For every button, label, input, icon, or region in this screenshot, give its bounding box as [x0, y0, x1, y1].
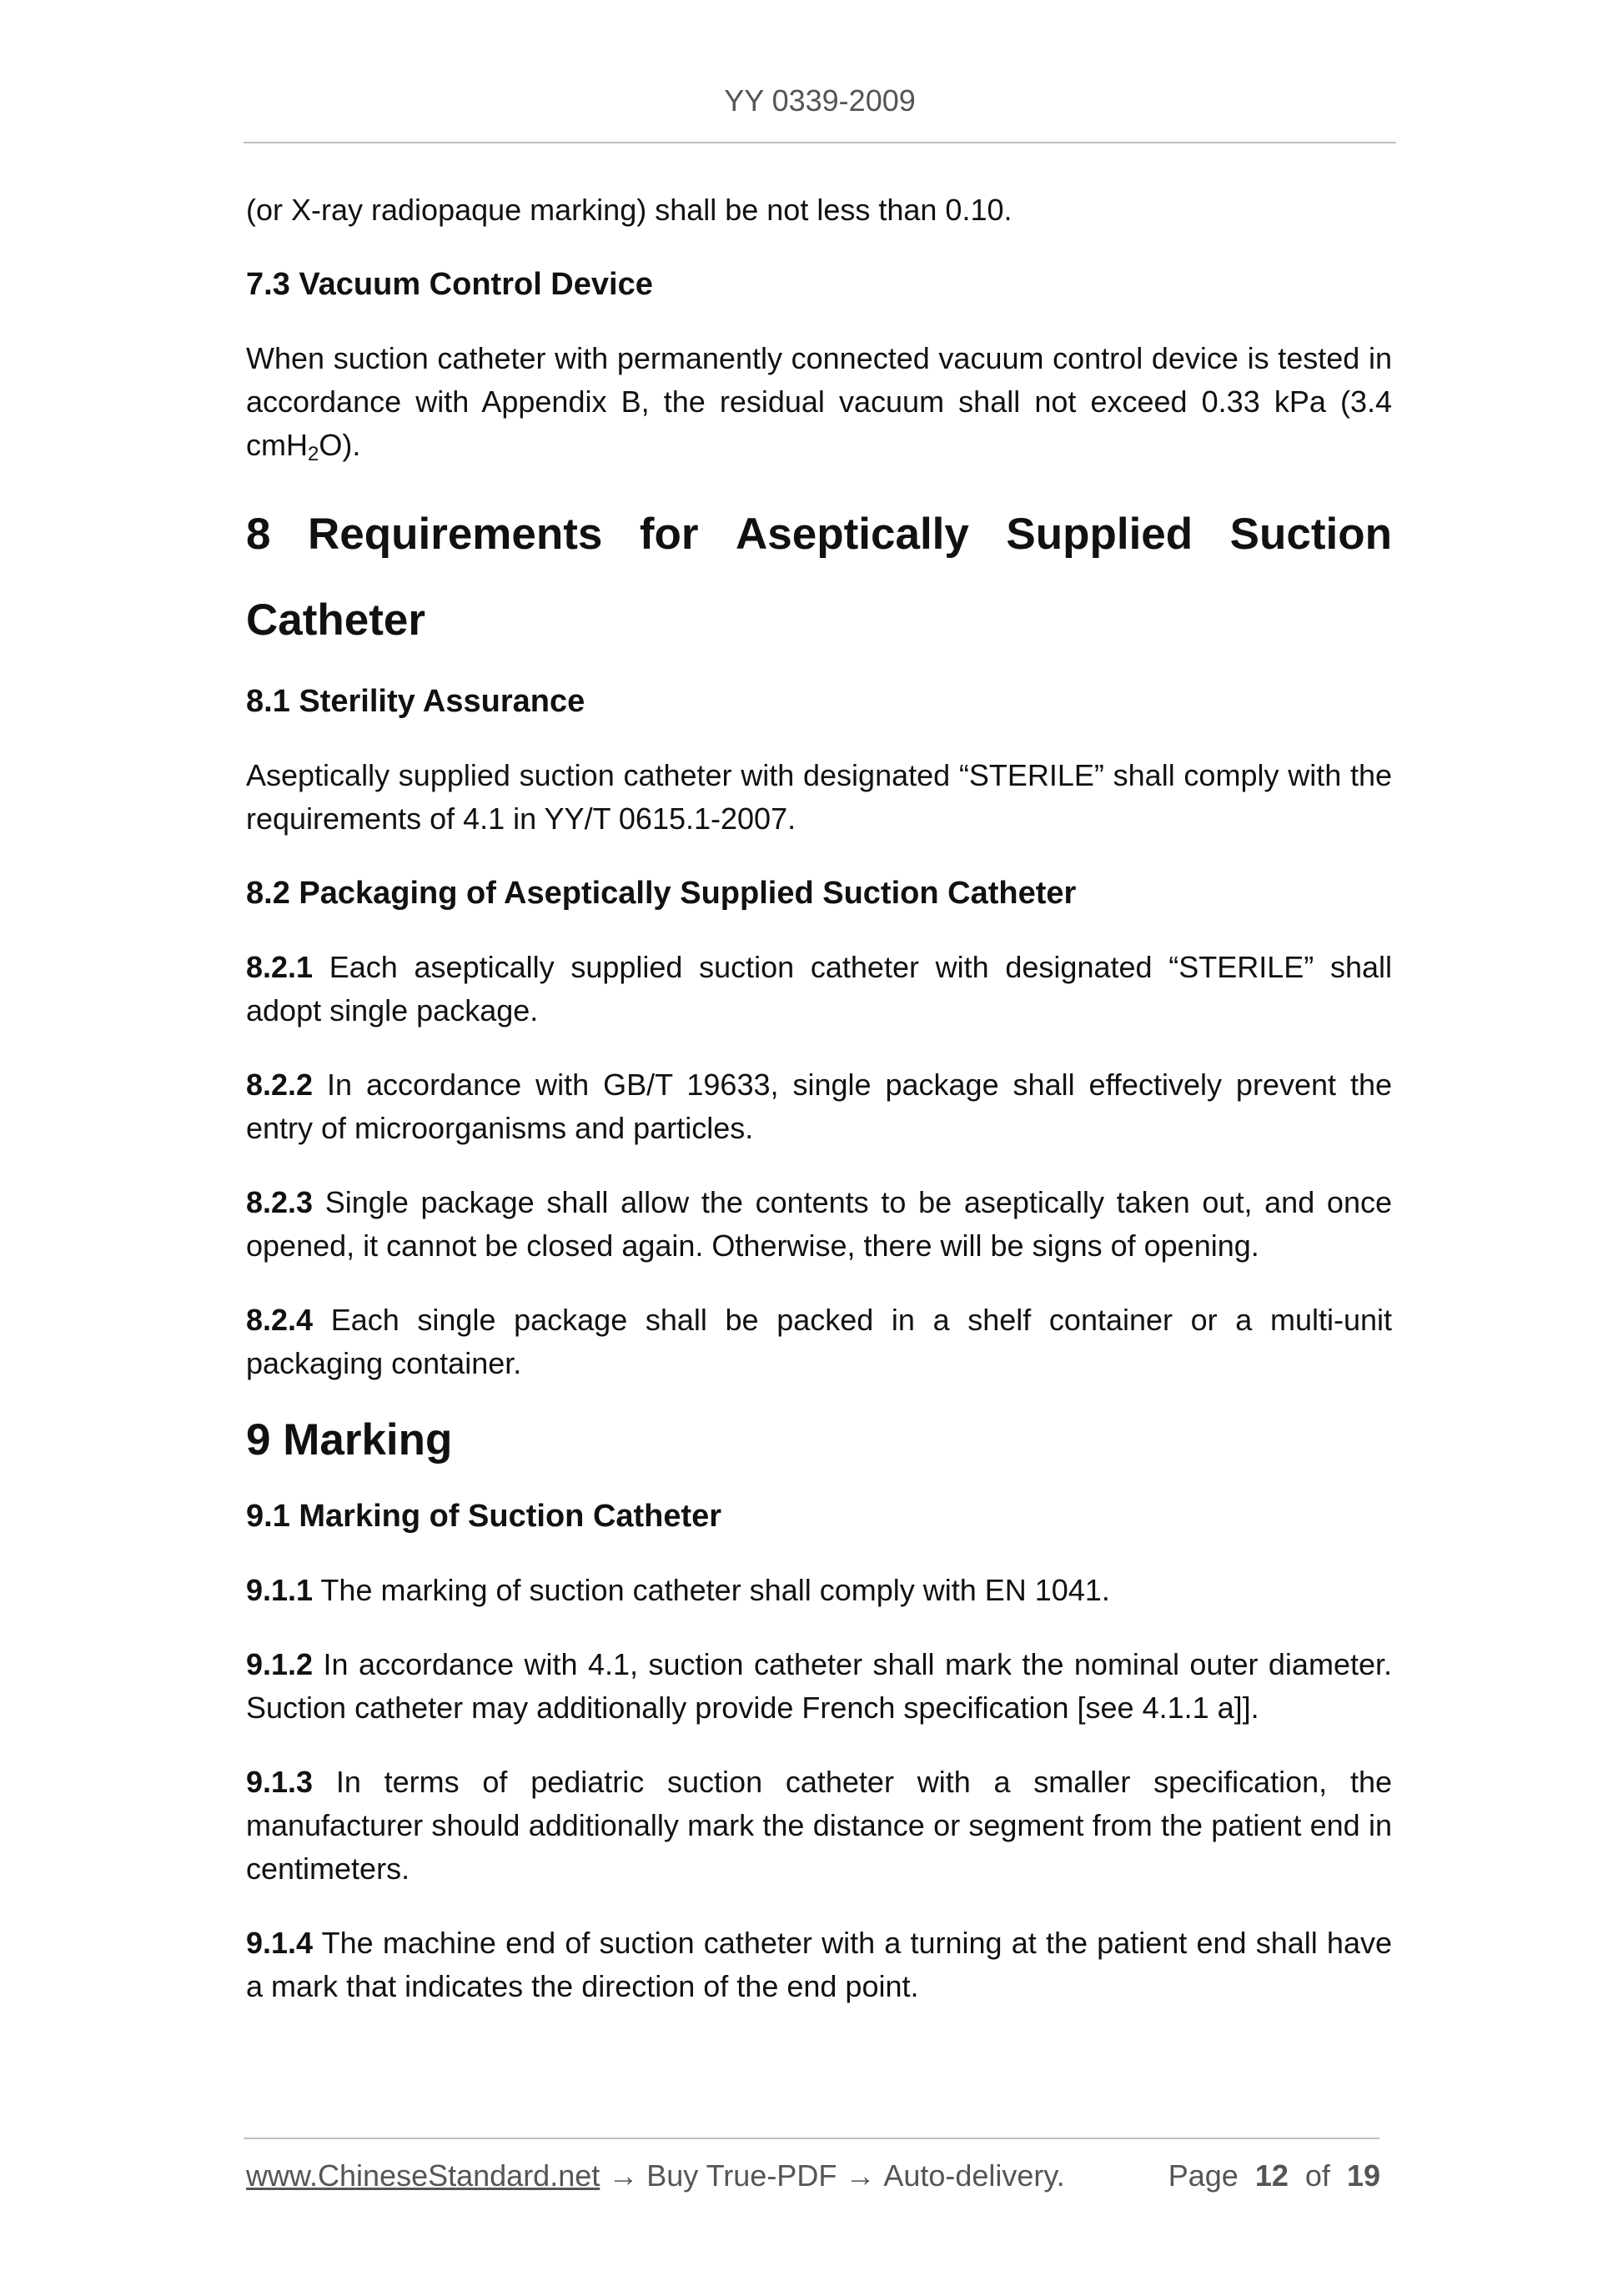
- arrow-right-icon: →: [845, 2158, 876, 2193]
- chapter-8-word: Supplied: [1006, 510, 1193, 559]
- page-footer: [246, 2158, 1380, 2193]
- buy-text: Buy True-PDF: [646, 2158, 837, 2193]
- page-of-label: of: [1304, 2158, 1330, 2193]
- clause-text: In terms of pediatric suction catheter with a smaller specification, the manufacturer should additionally mark the distance or segment from the patient end in centimeters.: [246, 1765, 1392, 1886]
- chapter-8-word: Aseptically: [736, 510, 969, 559]
- clause-number: 9.1.4: [246, 1926, 314, 1960]
- footer-divider: [244, 2138, 1379, 2139]
- section-heading-8-1: 8.1 Sterility Assurance: [246, 684, 585, 719]
- footer-promo: [246, 2158, 1065, 2193]
- section-heading-7-3: 7.3 Vacuum Control Device: [246, 267, 653, 302]
- chapter-heading-8-line2: Catheter: [246, 595, 426, 645]
- paragraph-7-3-text: When suction catheter with permanently connected vacuum control device is tested in accordance with Appendix B, the residual vacuum shall not exceed 0.33 kPa (3.4 cmH: [246, 341, 1392, 462]
- clause-number: 9.1.1: [246, 1573, 314, 1607]
- chapter-8-word: for: [639, 510, 699, 559]
- clause-number: 8.2.3: [246, 1185, 314, 1219]
- arrow-right-icon: →: [608, 2158, 639, 2193]
- paragraph-continuation: (or X-ray radiopaque marking) shall be not less than 0.10.: [246, 193, 1012, 227]
- chapter-heading-8: [246, 491, 1392, 663]
- clause-number: 9.1.3: [246, 1765, 314, 1799]
- document-id-header: YY 0339-2009: [724, 83, 916, 118]
- page-current: 12: [1254, 2158, 1289, 2193]
- page-label: Page: [1168, 2158, 1239, 2193]
- clause-8-2-4: [246, 1299, 1392, 1385]
- clause-9-1-2: [246, 1643, 1392, 1730]
- clause-8-2-3: [246, 1181, 1392, 1268]
- clause-9-1-1: [246, 1569, 1392, 1612]
- clause-8-2-2: [246, 1063, 1392, 1150]
- chapter-8-word: Requirements: [307, 510, 603, 559]
- chapter-8-number: 8: [246, 510, 271, 559]
- page-total: 19: [1346, 2158, 1380, 2193]
- subscript-2: 2: [308, 443, 319, 465]
- clause-text: The marking of suction catheter shall comply with EN 1041.: [313, 1573, 1110, 1607]
- clause-8-2-1: [246, 946, 1392, 1032]
- clause-text: In accordance with GB/T 19633, single package shall effectively prevent the entry of microorganisms and particles.: [246, 1068, 1392, 1145]
- paragraph-8-1: Aseptically supplied suction catheter with designated “STERILE” shall comply with the requirements of 4.1 in YY/T 0615.1-2007.: [246, 758, 1392, 836]
- header-divider: [244, 142, 1396, 143]
- document-body: [246, 188, 1392, 2008]
- paragraph-7-3-tail: O).: [319, 428, 361, 462]
- clause-number: 8.2.2: [246, 1068, 314, 1102]
- paragraph-7-3: [246, 337, 1392, 476]
- clause-number: 9.1.2: [246, 1647, 314, 1681]
- clause-text: In accordance with 4.1, suction catheter shall mark the nominal outer diameter. Suction catheter may additionally provide French specification [see 4.1.1 a]].: [246, 1647, 1392, 1725]
- clause-9-1-4: [246, 1922, 1392, 2008]
- clause-number: 8.2.4: [246, 1303, 314, 1337]
- page-counter: [1168, 2158, 1380, 2193]
- clause-text: Single package shall allow the contents to be aseptically taken out, and once opened, it cannot be closed again. Otherwise, there will be signs of opening.: [246, 1185, 1392, 1263]
- clause-9-1-3: [246, 1761, 1392, 1891]
- section-heading-8-2: 8.2 Packaging of Aseptically Supplied Suction Catheter: [246, 876, 1077, 911]
- clause-text: Each aseptically supplied suction catheter with designated “STERILE” shall adopt single package.: [246, 950, 1392, 1027]
- chapter-heading-8-line1: [246, 491, 1392, 577]
- section-heading-9-1: 9.1 Marking of Suction Catheter: [246, 1499, 722, 1534]
- chapter-8-word: Suction: [1229, 510, 1392, 559]
- chapter-heading-9: 9 Marking: [246, 1415, 453, 1465]
- clause-number: 8.2.1: [246, 950, 314, 984]
- website-link[interactable]: www.ChineseStandard.net: [246, 2158, 600, 2193]
- clause-text: The machine end of suction catheter with a turning at the patient end shall have a mark that indicates the direction of the end point.: [246, 1926, 1392, 2003]
- clause-text: Each single package shall be packed in a shelf container or a multi-unit packaging container.: [246, 1303, 1392, 1380]
- delivery-text: Auto-delivery.: [883, 2158, 1065, 2193]
